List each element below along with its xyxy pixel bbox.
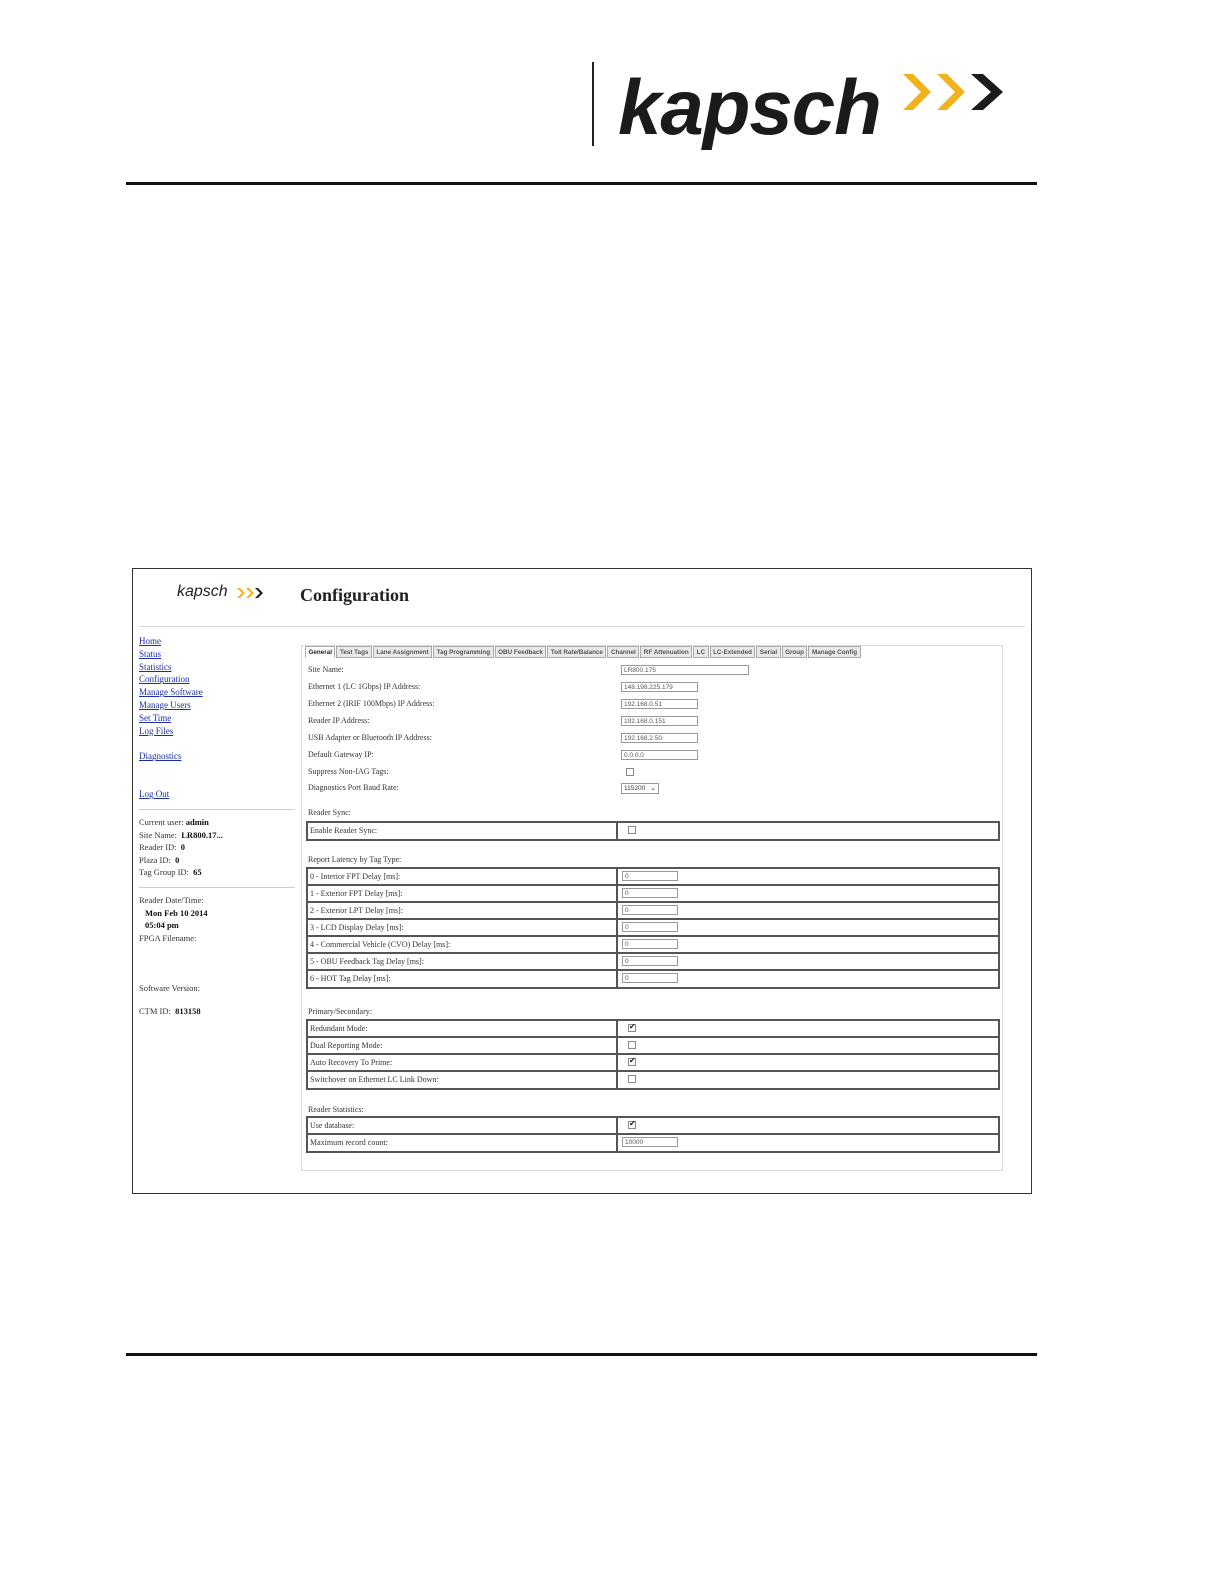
- nav-status[interactable]: Status: [139, 648, 162, 659]
- baud-select[interactable]: 115200 ⌄: [621, 783, 659, 794]
- reader-id-value: 0: [180, 842, 186, 853]
- latency-input[interactable]: 0: [622, 973, 678, 983]
- max-record-count-input[interactable]: 10000: [622, 1137, 678, 1147]
- table-row: 1 - Exterior FPT Delay [ms]: 0: [308, 886, 998, 903]
- config-panel: [301, 645, 1003, 1171]
- latency-table: [306, 867, 1000, 989]
- tab-tag-programming[interactable]: Tag Programming: [433, 646, 493, 658]
- reader-sync-table: [306, 821, 1000, 841]
- primary-secondary-heading: Primary/Secondary:: [308, 1007, 372, 1016]
- nav-log-out[interactable]: Log Out: [139, 789, 170, 800]
- tab-group[interactable]: Group: [782, 646, 808, 658]
- usb-ip-label: USB Adapter or Bluetooth IP Address:: [308, 733, 432, 742]
- tab-general[interactable]: General: [305, 646, 335, 658]
- eth1-label: Ethernet 1 (LC 1Gbps) IP Address:: [308, 682, 421, 691]
- suppress-checkbox[interactable]: [626, 768, 634, 776]
- fpga-label: FPGA Filename:: [139, 932, 197, 943]
- suppress-label: Suppress Non-IAG Tags:: [308, 767, 389, 776]
- table-row: 2 - Exterior LPT Delay [ms]: 0: [308, 903, 998, 920]
- ctm-id-value: 813158: [175, 1005, 201, 1016]
- dual-reporting-checkbox[interactable]: [628, 1041, 636, 1049]
- latency-input[interactable]: 0: [622, 871, 678, 881]
- redundant-mode-checkbox[interactable]: [628, 1024, 636, 1032]
- baud-label: Diagnostics Port Baud Rate:: [308, 783, 399, 792]
- table-row: Enable Reader Sync:: [308, 823, 998, 839]
- latency-input[interactable]: 0: [622, 888, 678, 898]
- table-row: Maximum record count: 10000: [308, 1135, 998, 1151]
- latency-input[interactable]: 0: [622, 939, 678, 949]
- header-rule: [126, 182, 1037, 185]
- table-row: Dual Reporting Mode:: [308, 1038, 998, 1055]
- kapsch-logo: [618, 62, 1018, 152]
- nav-log-files[interactable]: Log Files: [139, 725, 174, 736]
- reader-stats-table: [306, 1116, 1000, 1153]
- latency-input[interactable]: 0: [622, 922, 678, 932]
- latency-input[interactable]: 0: [622, 905, 678, 915]
- nav-manage-users[interactable]: Manage Users: [139, 699, 191, 710]
- software-version-label: Software Version:: [139, 983, 200, 994]
- tab-rf-attenuation[interactable]: RF Attenuation: [640, 646, 692, 658]
- nav-configuration[interactable]: Configuration: [139, 674, 190, 685]
- reader-date: Mon Feb 10 2014: [145, 907, 208, 918]
- tag-group-value: 65: [193, 867, 202, 878]
- usb-ip-input[interactable]: 192.168.2.50: [621, 733, 698, 743]
- chevron-down-icon: ⌄: [650, 785, 656, 792]
- header-divider: [592, 62, 594, 146]
- footer-rule: [126, 1353, 1037, 1356]
- config-screenshot: [132, 568, 1032, 1194]
- reader-sync-heading: Reader Sync:: [308, 808, 351, 817]
- tab-channel[interactable]: Channel: [607, 646, 639, 658]
- page-title: Configuration: [300, 585, 410, 605]
- reader-ip-input[interactable]: 192.168.0.151: [621, 716, 698, 726]
- reader-ip-label: Reader IP Address:: [308, 716, 370, 725]
- gateway-input[interactable]: 0.0.0.0: [621, 750, 698, 760]
- current-user: admin: [185, 816, 209, 827]
- logo-wordmark: kapsch: [618, 63, 881, 151]
- reader-info: Current user: admin Site Name: LR800.17... Reader ID: 0 Plaza ID: 0 Tag Group ID: 65: [139, 816, 223, 878]
- app-logo: [177, 583, 287, 607]
- sidebar: [139, 635, 299, 1018]
- auto-recovery-checkbox[interactable]: [628, 1058, 636, 1066]
- reader-status: Reader Date/Time: Mon Feb 10 2014 05:04 pm FPGA Filename: Software Version: CTM ID: 813158: [139, 894, 299, 1018]
- tab-toll-rate-balance[interactable]: Toll Rate/Balance: [547, 646, 606, 658]
- info-divider: [139, 887, 295, 888]
- tab-serial[interactable]: Serial: [756, 646, 780, 658]
- app-logo-wordmark: kapsch: [177, 583, 228, 600]
- nav-statistics[interactable]: Statistics: [139, 661, 172, 672]
- table-row: 4 - Commercial Vehicle (CVO) Delay [ms]: 0: [308, 937, 998, 954]
- switchover-checkbox[interactable]: [628, 1075, 636, 1083]
- gateway-label: Default Gateway IP:: [308, 750, 374, 759]
- tab-lane-assignment[interactable]: Lane Assignment: [373, 646, 432, 658]
- latency-input[interactable]: 0: [622, 956, 678, 966]
- reader-stats-heading: Reader Statistics:: [308, 1105, 364, 1114]
- nav-diagnostics[interactable]: Diagnostics: [139, 751, 182, 762]
- tab-lc-extended[interactable]: LC-Extended: [710, 646, 756, 658]
- plaza-id-value: 0: [175, 854, 180, 865]
- table-row: 6 - HOT Tag Delay [ms]: 0: [308, 971, 998, 987]
- latency-heading: Report Latency by Tag Type:: [308, 855, 402, 864]
- config-tabs: [305, 646, 862, 658]
- table-row: 3 - LCD Display Delay [ms]: 0: [308, 920, 998, 937]
- site-name-value: LR800.17...: [181, 829, 223, 840]
- table-row: Switchover on Ethernet LC Link Down:: [308, 1072, 998, 1088]
- tab-lc[interactable]: LC: [693, 646, 708, 658]
- reader-time: 05:04 pm: [145, 920, 179, 931]
- use-database-checkbox[interactable]: [628, 1121, 636, 1129]
- eth1-ip-input[interactable]: 148.198.225.179: [621, 682, 698, 692]
- tab-obu-feedback[interactable]: OBU Feedback: [495, 646, 547, 658]
- nav-set-time[interactable]: Set Time: [139, 712, 172, 723]
- table-row: Use database: ✔: [308, 1118, 998, 1135]
- table-row: 0 - Interior FPT Delay [ms]: 0: [308, 869, 998, 886]
- title-divider: [139, 626, 1025, 627]
- table-row: Redundant Mode: ✔: [308, 1021, 998, 1038]
- nav-divider: [139, 809, 295, 810]
- tab-test-tags[interactable]: Test Tags: [336, 646, 371, 658]
- site-name-label: Site Name:: [308, 665, 344, 674]
- eth2-ip-input[interactable]: 192.168.0.51: [621, 699, 698, 709]
- table-row: Auto Recovery To Prime: ✔: [308, 1055, 998, 1072]
- eth2-label: Ethernet 2 (IRIF 100Mbps) IP Address:: [308, 699, 435, 708]
- app-chevrons-icon: [237, 587, 267, 599]
- chevrons-icon: [903, 68, 1023, 118]
- nav-manage-software[interactable]: Manage Software: [139, 687, 203, 698]
- primary-secondary-table: [306, 1019, 1000, 1090]
- tab-manage-config[interactable]: Manage Config: [808, 646, 860, 658]
- enable-reader-sync-checkbox[interactable]: [628, 826, 636, 834]
- nav-home[interactable]: Home: [139, 636, 161, 646]
- site-name-input[interactable]: LR800.175: [621, 665, 749, 675]
- table-row: 5 - OBU Feedback Tag Delay [ms]: 0: [308, 954, 998, 971]
